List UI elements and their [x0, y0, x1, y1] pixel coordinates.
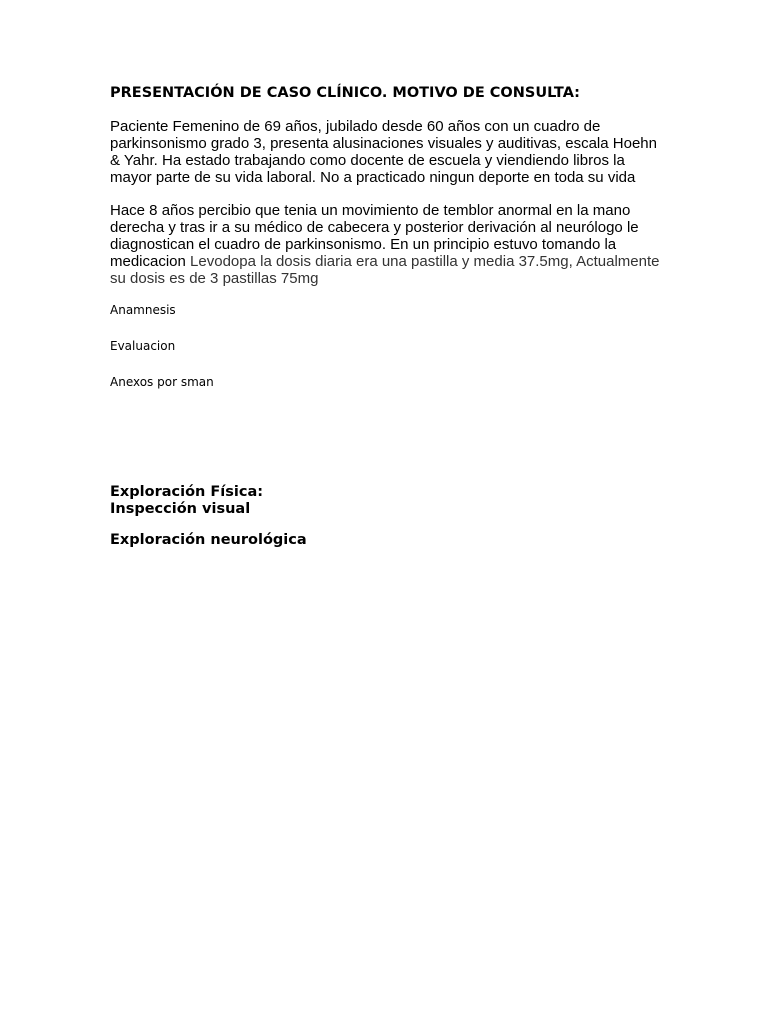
exploracion-fisica-heading: Exploración Física: [110, 484, 264, 500]
patient-summary-paragraph: Paciente Femenino de 69 años, jubilado desde 60 años con un cuadro de parkinsonismo grado 3, presenta alusinaciones visuales y auditivas, escala Hoehn & Yahr. Ha estado trabajando como docente de escuela y viendiendo libros la mayor parte de su vida laboral. No a practicado ningun deporte en toda su vida [110, 118, 657, 186]
document-title: PRESENTACIÓN DE CASO CLÍNICO. MOTIVO DE CONSULTA: [110, 85, 580, 101]
document-body [110, 84, 670, 549]
history-text: Hace 8 años percibio que tenia un movimiento de temblor anormal en la mano derecha y tras ir a su médico de cabecera y posterior derivación al neurólogo le diagnostican el cuadro de parkinsonismo. En un principio estuvo tomando la medicacion [110, 202, 639, 270]
exploracion-neurologica-heading: Exploración neurológica [110, 532, 307, 548]
medication-dose-text: Levodopa la dosis diaria era una pastilla y media 37.5mg, Actualmente su dosis es de 3 pastillas 75mg [110, 253, 660, 287]
inspeccion-visual-heading: Inspección visual [110, 501, 251, 517]
evaluacion-label: Evaluacion [110, 339, 176, 353]
history-paragraph [110, 202, 670, 287]
anamnesis-label: Anamnesis [110, 303, 176, 317]
anexos-label: Anexos por sman [110, 375, 214, 389]
